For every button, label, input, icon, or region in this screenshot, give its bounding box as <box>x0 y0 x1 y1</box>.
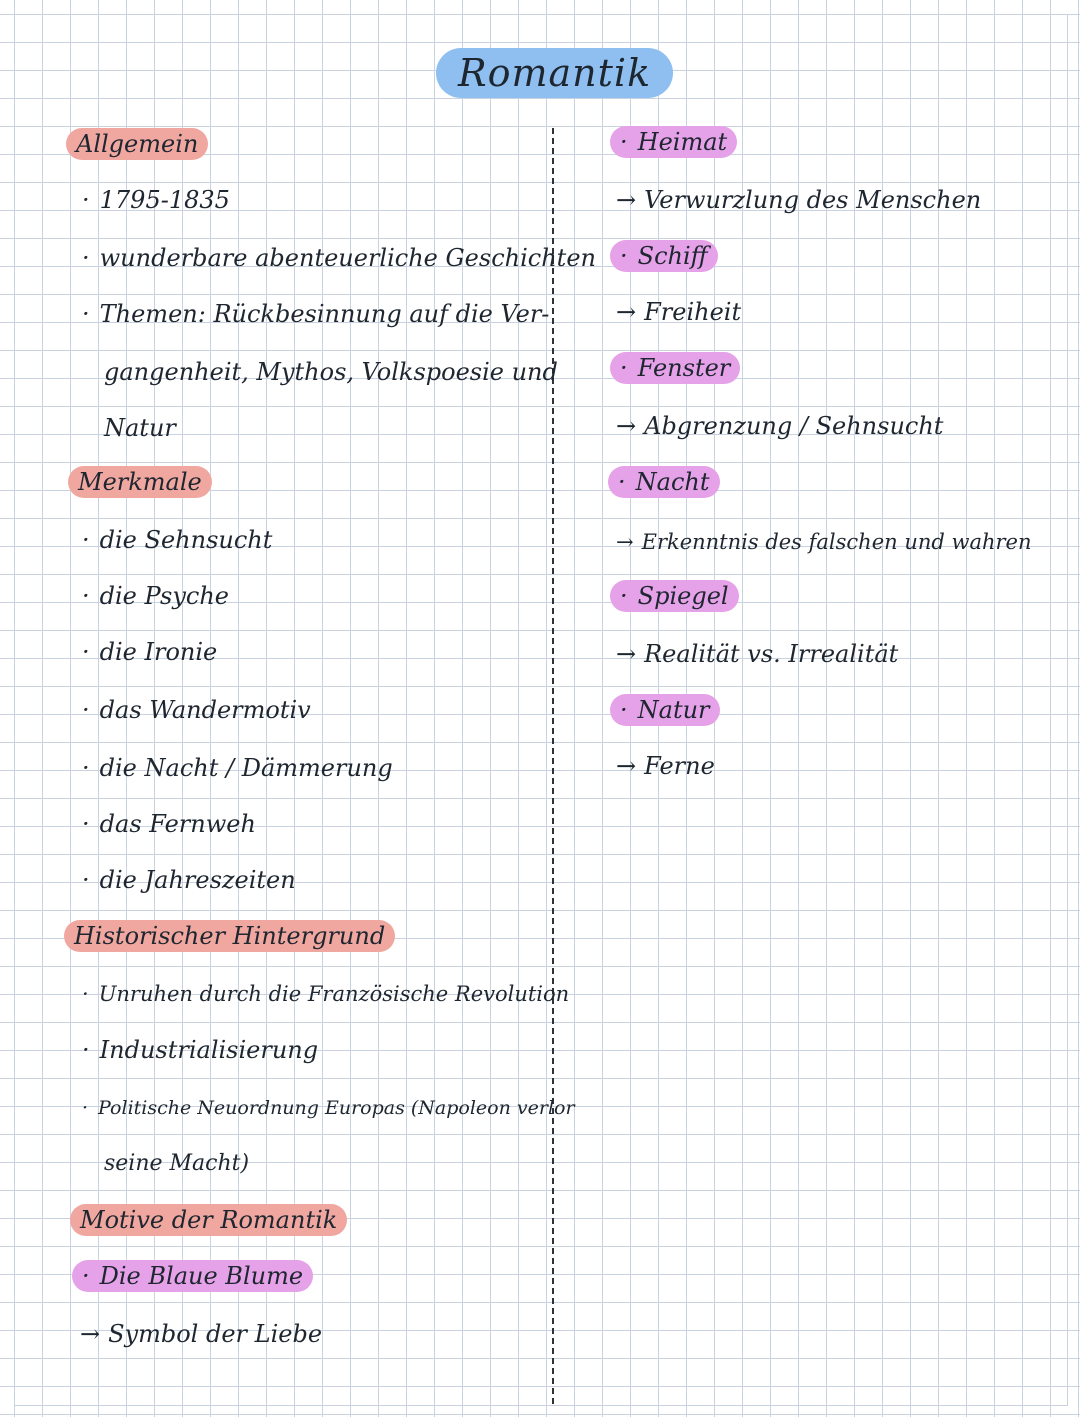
motif-badge: · Nacht <box>608 466 720 498</box>
page-title: Romantik <box>436 48 673 98</box>
list-item: · die Jahreszeiten <box>82 866 296 894</box>
heading-merkmale: Merkmale <box>68 466 212 498</box>
arrow-right-icon: → <box>616 186 637 214</box>
motif-meaning: → Ferne <box>616 752 715 780</box>
list-item: · das Fernweh <box>82 810 256 838</box>
list-item-continued: Natur <box>104 414 176 442</box>
motif-badge: · Heimat <box>610 126 737 158</box>
bullet-icon: · <box>82 244 90 272</box>
motif-meaning: → Symbol der Liebe <box>80 1320 323 1348</box>
bullet-icon: · <box>82 754 90 782</box>
bullet-icon: · <box>618 468 626 496</box>
heading-historischer-hintergrund: Historischer Hintergrund <box>64 920 395 952</box>
column-divider <box>552 128 554 1404</box>
motif-meaning: → Verwurzlung des Menschen <box>616 186 982 214</box>
motif-meaning: → Realität vs. Irrealität <box>616 640 899 668</box>
bullet-icon: · <box>82 1097 89 1119</box>
bullet-icon: · <box>82 696 90 724</box>
list-item-continued: seine Macht) <box>104 1151 250 1176</box>
bullet-icon: · <box>82 526 90 554</box>
arrow-right-icon: → <box>616 530 634 554</box>
motif-badge: · Schiff <box>610 240 718 272</box>
bullet-icon: · <box>82 982 89 1006</box>
list-item: · das Wandermotiv <box>82 696 311 724</box>
motif-badge: · Natur <box>610 694 720 726</box>
list-item: · die Ironie <box>82 638 218 666</box>
list-item-continued: gangenheit, Mythos, Volkspoesie und <box>104 358 558 386</box>
list-item: · 1795-1835 <box>82 186 230 214</box>
bullet-icon: · <box>620 128 628 156</box>
bullet-icon: · <box>82 186 90 214</box>
list-item: · wunderbare abenteuerliche Geschichten <box>82 244 596 272</box>
list-item: · Themen: Rückbesinnung auf die Ver- <box>82 300 550 328</box>
bullet-icon: · <box>82 1262 90 1290</box>
arrow-right-icon: → <box>616 752 637 780</box>
bullet-icon: · <box>82 1036 90 1064</box>
bullet-icon: · <box>82 638 90 666</box>
motif-meaning: → Freiheit <box>616 298 742 326</box>
bullet-icon: · <box>82 300 90 328</box>
bullet-icon: · <box>620 696 628 724</box>
list-item: · die Psyche <box>82 582 229 610</box>
bullet-icon: · <box>82 810 90 838</box>
motif-meaning: → Abgrenzung / Sehnsucht <box>616 412 944 440</box>
bullet-icon: · <box>620 242 628 270</box>
list-item: · Industrialisierung <box>82 1036 319 1064</box>
bullet-icon: · <box>82 582 90 610</box>
motif-badge: · Fenster <box>610 352 740 384</box>
heading-motive: Motive der Romantik <box>70 1204 347 1236</box>
bullet-icon: · <box>620 354 628 382</box>
heading-allgemein: Allgemein <box>66 128 208 160</box>
bullet-icon: · <box>620 582 628 610</box>
list-item: · Politische Neuordnung Europas (Napoleon verlor <box>82 1097 575 1119</box>
list-item: · die Nacht / Dämmerung <box>82 754 393 782</box>
arrow-right-icon: → <box>80 1320 101 1348</box>
motif-badge: · Spiegel <box>610 580 739 612</box>
list-item: · die Sehnsucht <box>82 526 273 554</box>
arrow-right-icon: → <box>616 298 637 326</box>
bullet-icon: · <box>82 866 90 894</box>
motif-meaning: → Erkenntnis des falschen und wahren <box>616 530 1032 554</box>
arrow-right-icon: → <box>616 412 637 440</box>
list-item: · Unruhen durch die Französische Revolution <box>82 982 570 1006</box>
motif-badge: · Die Blaue Blume <box>72 1260 313 1292</box>
arrow-right-icon: → <box>616 640 637 668</box>
